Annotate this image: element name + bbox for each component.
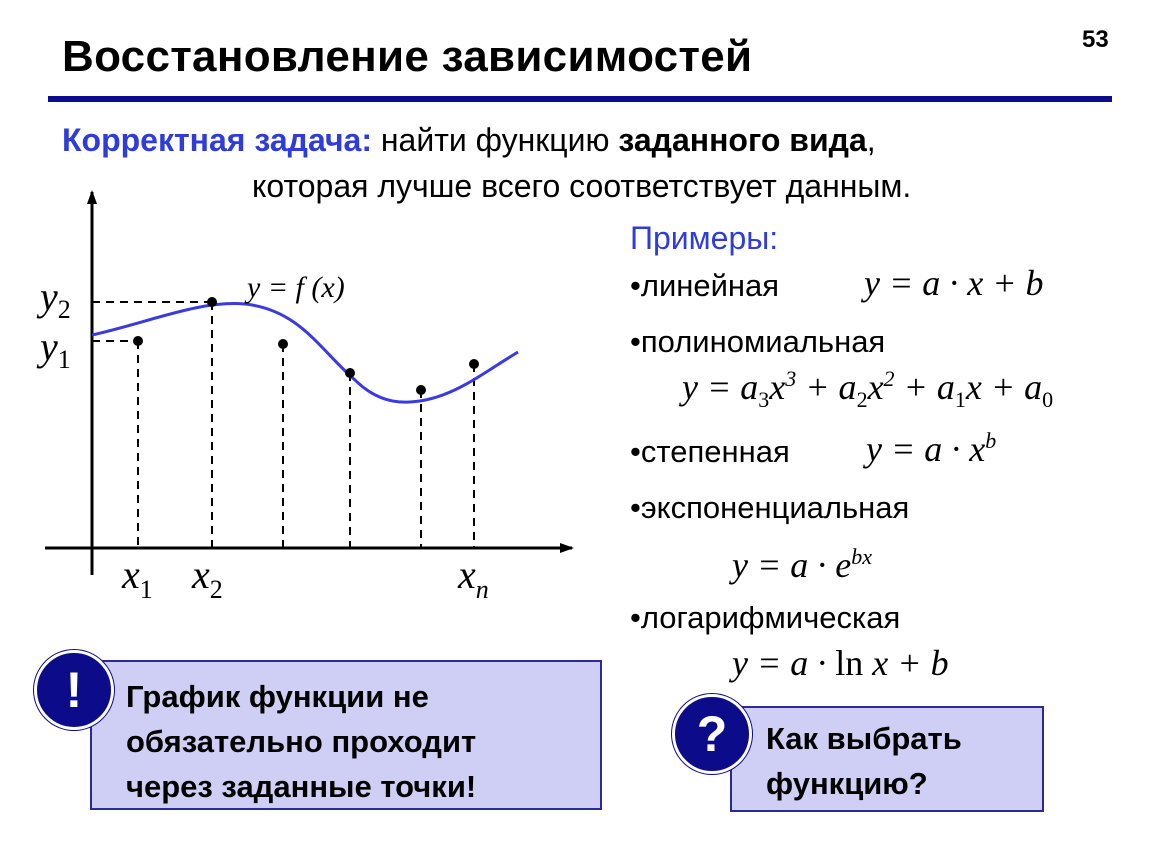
y2-label: $y_2$: [40, 274, 71, 324]
task-text-a: найти функцию: [371, 122, 619, 158]
question-text: [766, 716, 962, 806]
question-box: [730, 706, 1044, 812]
data-point: [133, 336, 143, 346]
example-exponential: •экспоненциальная: [630, 490, 910, 525]
data-point: [345, 368, 355, 378]
example-polynomial: •полиномиальная: [630, 324, 886, 359]
slide-title: Восстановление зависимостей: [62, 32, 753, 81]
y1-label: $y_1$: [40, 324, 71, 374]
note-line-2: обязательно проходит: [126, 724, 477, 759]
example-logarithmic: •логарифмическая: [630, 600, 901, 635]
formula-linear: y = a · x + b: [864, 263, 1044, 303]
page-number: 53: [1082, 26, 1109, 53]
formula-power: $y = a \cdot x^b$: [866, 428, 997, 469]
note-line-3: через заданные точки!: [126, 769, 477, 804]
fitted-curve: [92, 304, 518, 403]
formula-exponential: $y = a \cdot e^{bx}$: [732, 544, 873, 585]
example-power: •степенная: [630, 434, 790, 469]
function-graph: [0, 0, 600, 620]
task-line-2: которая лучше всего соответствует данным.: [252, 168, 912, 204]
example-linear: •линейная: [630, 268, 780, 303]
task-text-b: ,: [866, 122, 876, 158]
xn-label: $x_n$: [458, 552, 489, 604]
task-text-bold: заданного вида: [618, 122, 867, 158]
question-line-1: Как выбрать: [766, 721, 962, 756]
task-label: Корректная задача:: [62, 122, 372, 158]
data-point: [278, 339, 288, 349]
exclamation-icon: !: [34, 650, 114, 730]
formula-logarithmic: y = a · ln x + b: [732, 643, 949, 683]
x1-label: $x_1$: [122, 552, 153, 604]
formula-polynomial: $y = a_3x^3 + a_2x^2 + a_1x + a_0$: [682, 366, 1054, 413]
note-box: [90, 660, 602, 810]
data-point: [469, 359, 479, 369]
examples-heading: Примеры:: [630, 220, 779, 256]
note-text: [126, 674, 476, 809]
question-line-2: функцию?: [766, 766, 928, 801]
data-point: [207, 297, 217, 307]
data-point: [416, 385, 426, 395]
question-mark-icon: ?: [672, 694, 752, 774]
note-line-1: График функции не: [126, 679, 429, 714]
x2-label: $x_2$: [192, 552, 223, 604]
curve-label: y = f (x): [247, 271, 345, 304]
